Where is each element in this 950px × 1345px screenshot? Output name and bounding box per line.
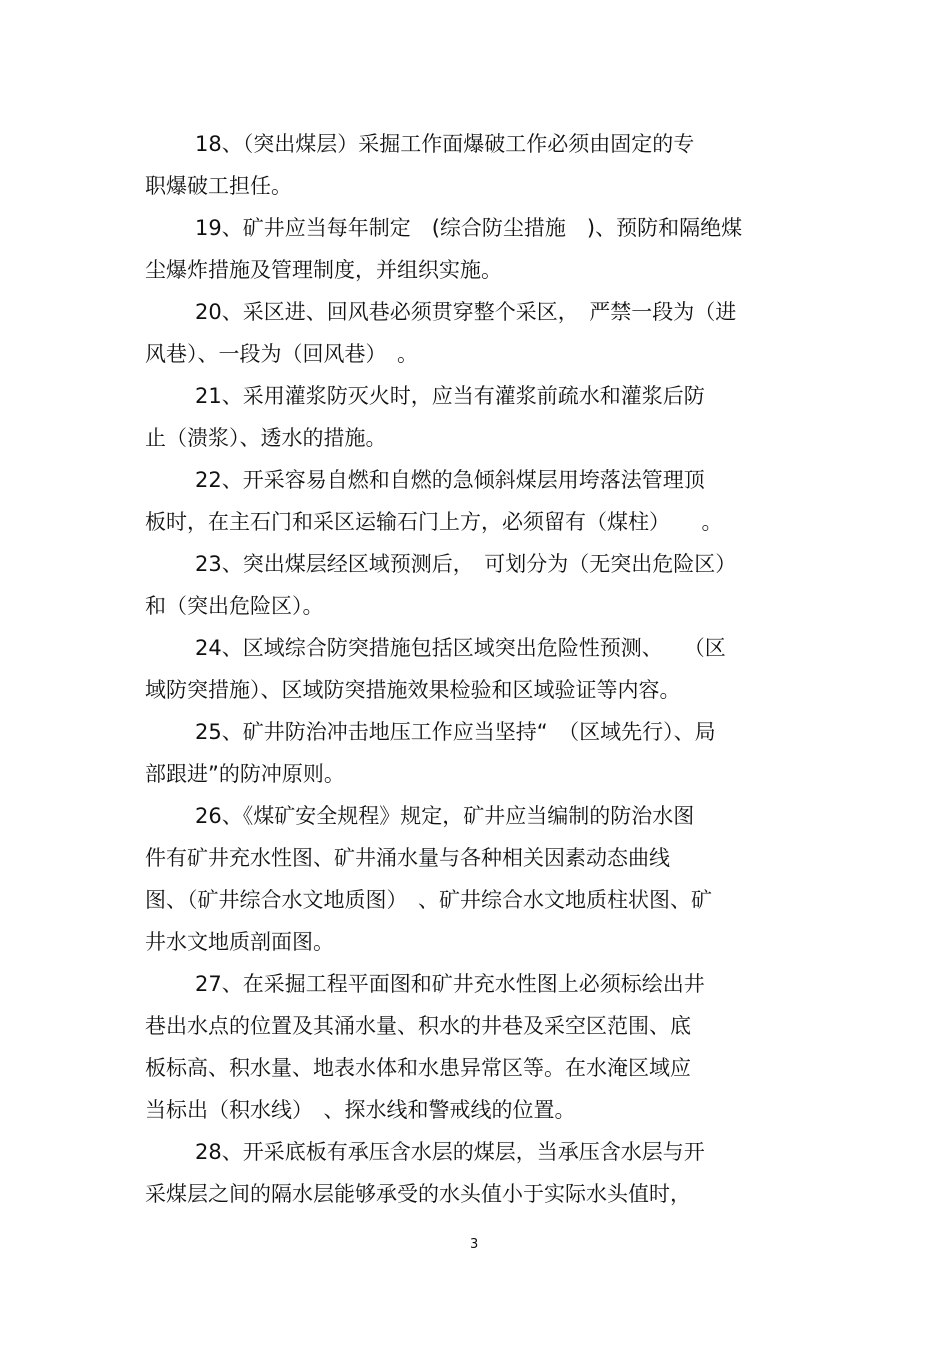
- text-line-9: 22、开采容易自燃和自燃的急倾斜煤层用垮落法管理顶: [195, 468, 705, 492]
- text-line-23: 板标高、积水量、地表水体和水患异常区等。在水淹区域应: [145, 1056, 691, 1080]
- text-line-4: 尘爆炸措施及管理制度，并组织实施。: [145, 258, 502, 282]
- text-line-18: 件有矿井充水性图、矿井涌水量与各种相关因素动态曲线: [145, 846, 670, 870]
- text-line-7: 21、采用灌浆防灭火时，应当有灌浆前疏水和灌浆后防: [195, 384, 705, 408]
- text-line-1: 18、（突出煤层）采掘工作面爆破工作必须由固定的专: [195, 132, 695, 156]
- text-line-11: 23、突出煤层经区域预测后， 可划分为（无突出危险区）: [195, 552, 737, 576]
- text-line-17: 26、《煤矿安全规程》规定，矿井应当编制的防治水图: [195, 804, 695, 828]
- text-line-6: 风巷）、一段为（回风巷） 。: [145, 342, 418, 366]
- text-line-8: 止（溃浆）、透水的措施。: [145, 426, 387, 450]
- text-line-20: 井水文地质剖面图。: [145, 930, 334, 954]
- text-line-14: 域防突措施）、区域防突措施效果检验和区域验证等内容。: [145, 678, 681, 702]
- text-line-5: 20、采区进、回风巷必须贯穿整个采区， 严禁一段为（进: [195, 300, 737, 324]
- text-line-19: 图、（矿井综合水文地质图） 、矿井综合水文地质柱状图、矿: [145, 888, 712, 912]
- text-line-16: 部跟进”的防冲原则。: [145, 762, 345, 786]
- text-line-13: 24、区域综合防突措施包括区域突出危险性预测、 （区: [195, 636, 726, 660]
- text-line-26: 采煤层之间的隔水层能够承受的水头值小于实际水头值时，: [145, 1182, 691, 1206]
- text-line-21: 27、在采掘工程平面图和矿井充水性图上必须标绘出井: [195, 972, 705, 996]
- text-line-3: 19、矿井应当每年制定 (综合防尘措施 )、预防和隔绝煤: [195, 216, 743, 240]
- text-line-25: 28、开采底板有承压含水层的煤层，当承压含水层与开: [195, 1140, 705, 1164]
- page-number: 3: [470, 1237, 479, 1252]
- text-line-12: 和（突出危险区）。: [145, 594, 324, 618]
- text-line-15: 25、矿井防治冲击地压工作应当坚持“ （区域先行）、局: [195, 720, 716, 744]
- text-line-10: 板时，在主石门和采区运输石门上方，必须留有（煤柱） 。: [145, 510, 723, 534]
- text-line-22: 巷出水点的位置及其涌水量、积水的井巷及采空区范围、底: [145, 1014, 691, 1038]
- text-line-2: 职爆破工担任。: [145, 174, 292, 198]
- text-line-24: 当标出（积水线） 、探水线和警戒线的位置。: [145, 1098, 576, 1122]
